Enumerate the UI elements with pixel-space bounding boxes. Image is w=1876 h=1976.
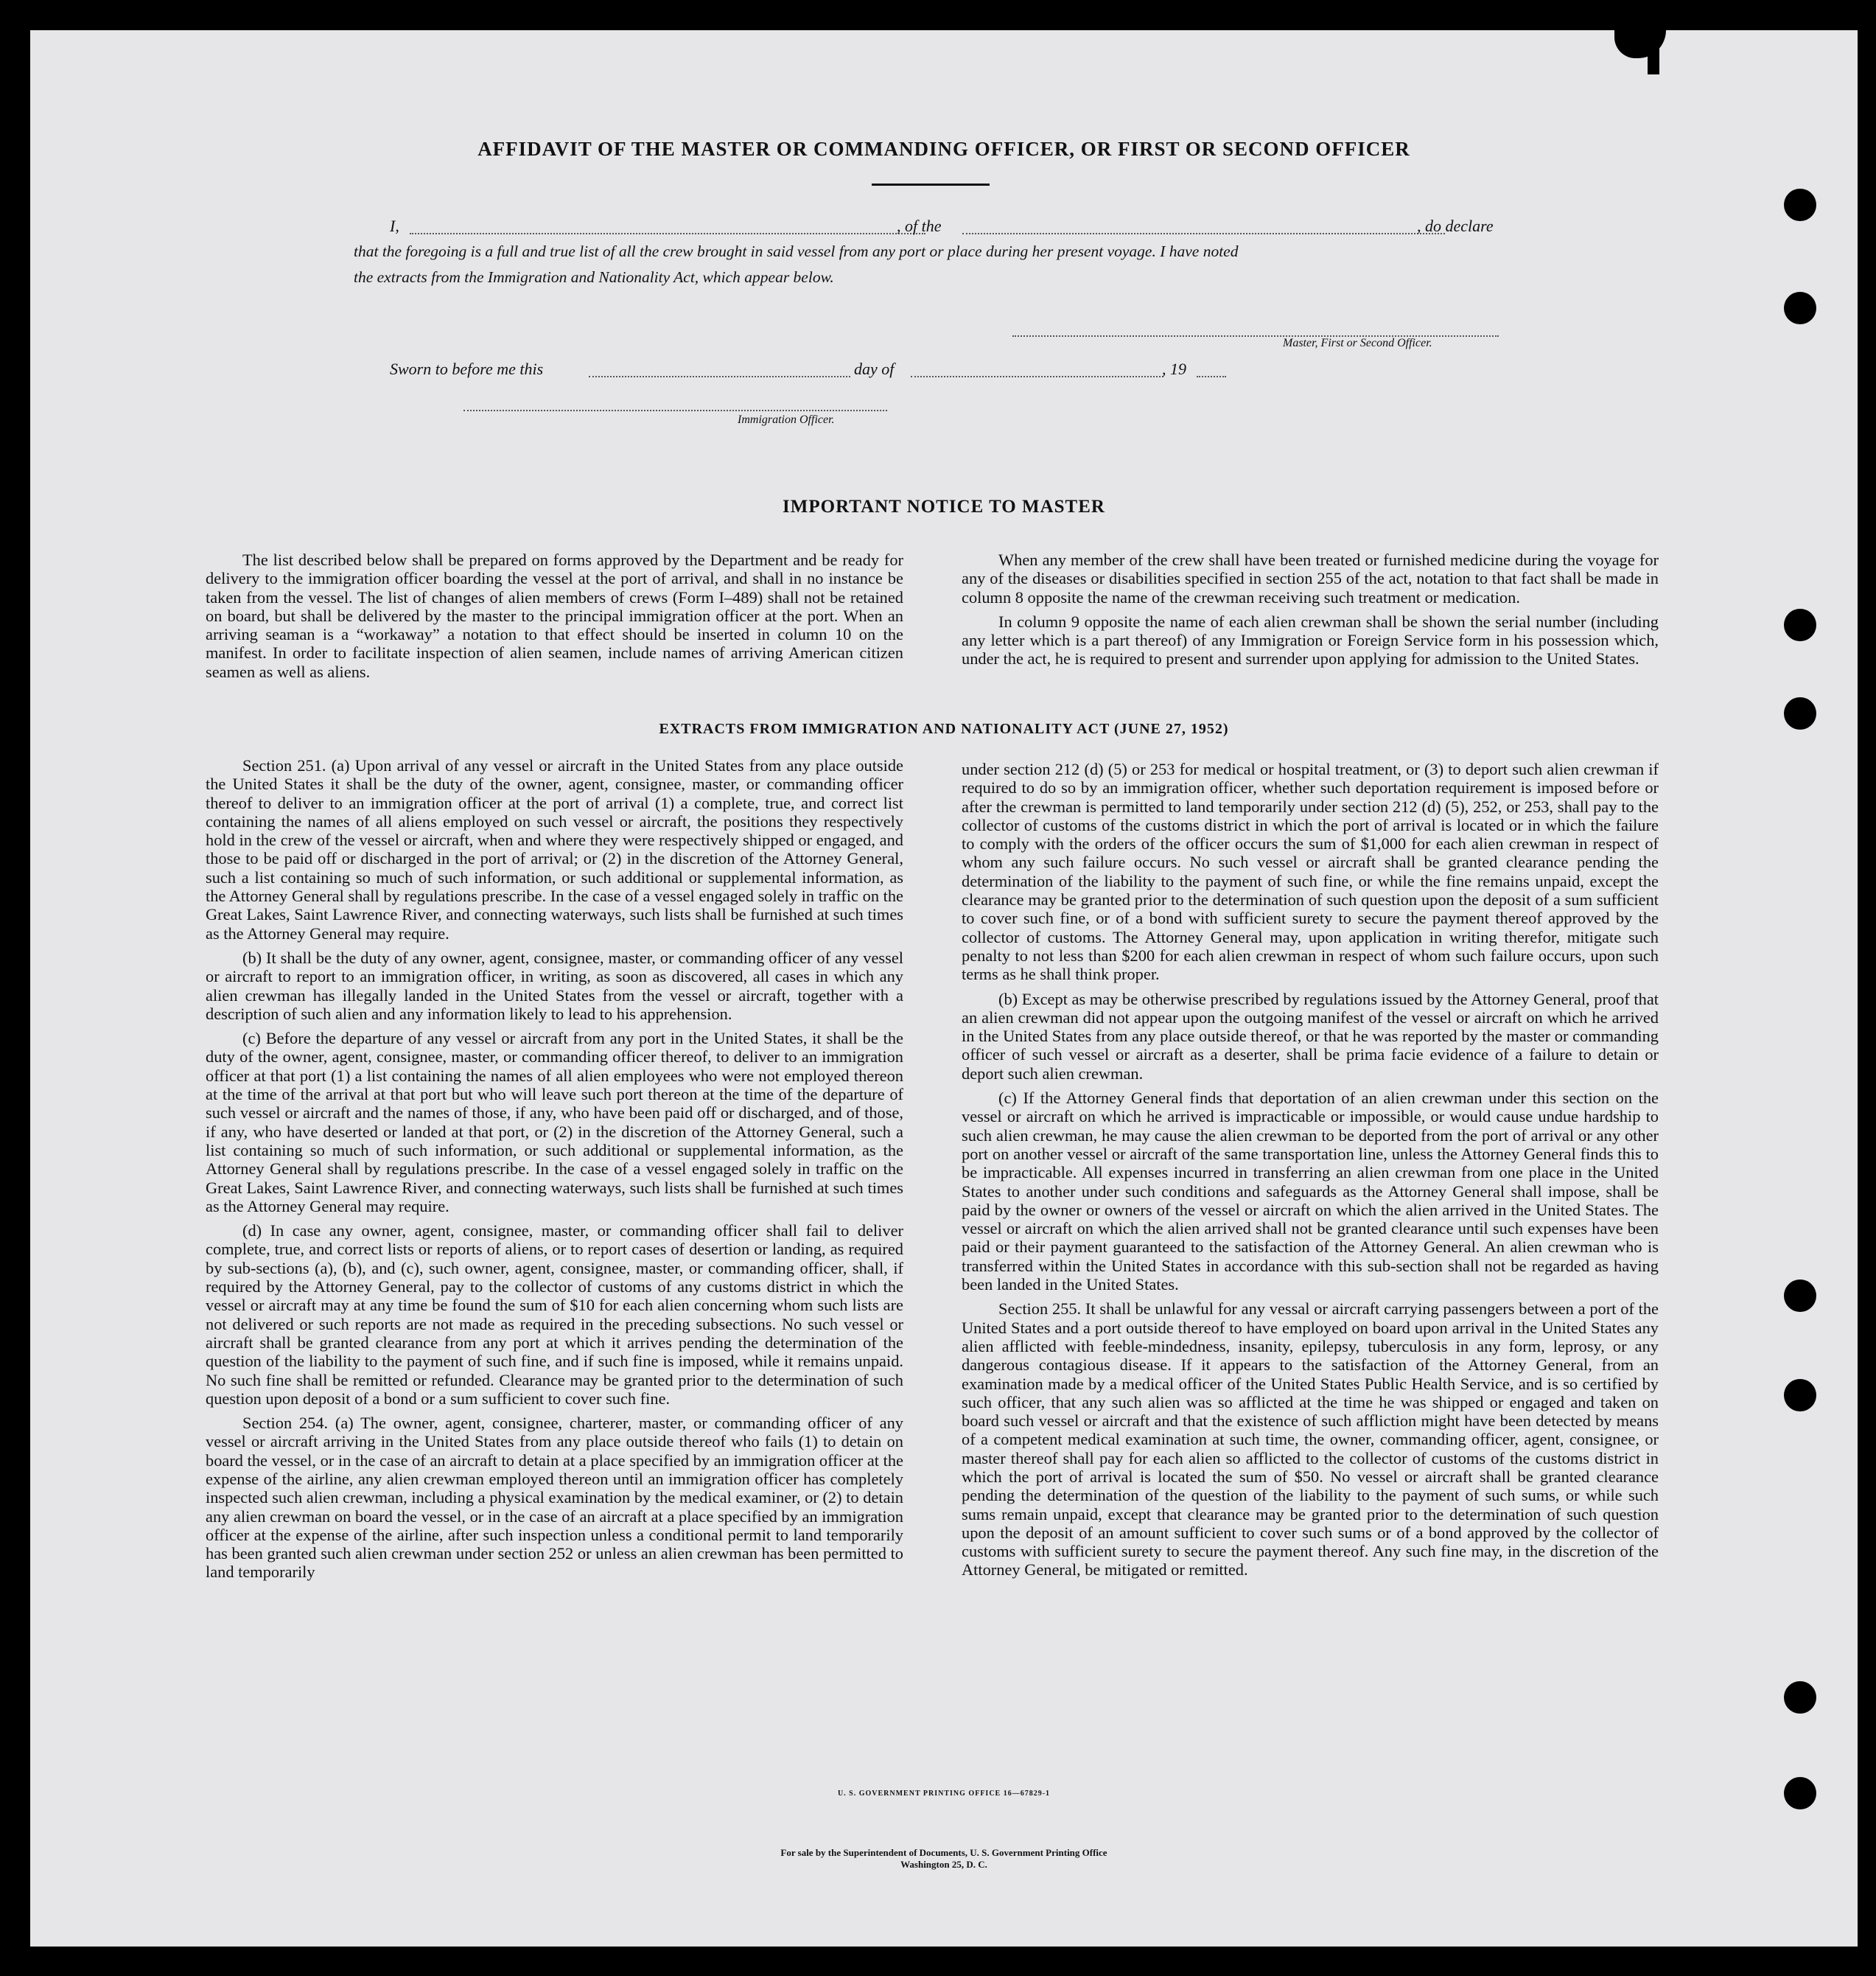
footer-address-line: Washington 25, D. C. <box>900 1859 987 1870</box>
vessel-field[interactable] <box>962 233 1445 234</box>
section-254a: Section 254. (a) The owner, agent, consignee, charterer, master, or commanding officer of any vessel or aircraft arriving in the United States from any place outside thereof who fails (1) to detain on board the vessel, or in the case of an aircraft to detain at a place specified by an immigration officer at the expense of the airline, any alien crewman employed thereon until an immigration officer has completely inspected such alien crewman, including a physical examination by the medical examiner, or (2) to detain any alien crewman on board the vessel, or in the case of an aircraft at a place specified by an immigration officer at the expense of the airline, after such inspection unless a conditional permit to land temporarily has been granted such alien crewman under section 252 or unless an alien crewman has been permitted to land temporarily <box>206 1414 903 1582</box>
affidavit-title: AFFIDAVIT OF THE MASTER OR COMMANDING OFFICER, OR FIRST OR SECOND OFFICER <box>477 138 1410 160</box>
punch-hole <box>1784 292 1816 324</box>
title-rule <box>872 184 990 186</box>
section-254b: (b) Except as may be otherwise prescribed by regulations issued by the Attorney General, proof that an alien crewman did not appear upon the outgoing manifest of the vessel or aircraft on which he arrived in the United States from any place outside thereof, or that he was reported by the master or commanding officer of such vessel or aircraft as a deserter, shall be prima facie evidence of a failure to detain or deport such alien crewman. <box>962 989 1659 1083</box>
sworn-day-field[interactable] <box>589 376 850 377</box>
punch-hole <box>1784 1279 1816 1312</box>
section-255: Section 255. It shall be unlawful for any vessal or aircraft carrying passengers between a port of the United States and a port outside thereof to have employed on board upon arrival in the United States any alien afflicted with feeble-mindedness, insanity, epilepsy, tuberculosis in any form, leprosy, or any dangerous contagious disease. If it appears to the satisfaction of the Attorney General, from an examination made by a medical officer of the United States Public Health Service, and is so certified by such officer, that any such alien was so afflicted at the time he was shipped or engaged and taken on board such vessel or aircraft and that the existence of such affliction might have been detected by means of a competent medical examination at such time, the owner, commanding officer, agent, consignee, or master thereof shall pay for each alien so afflicted to the collector of customs of the customs district in which the port of arrival is located the sum of $50. No vessel or aircraft shall be granted clearance pending the determination of the question of the liability to the payment of such sums, or while such sums remain unpaid, except that clearance may be granted prior to the determination of such question upon the deposit of an amount sufficient to cover such sums or of a bond approved by the collector of customs with sufficient surety to secure the payment thereof. Any such fine may, in the discretion of the Attorney General, be mitigated or remitted. <box>962 1299 1659 1579</box>
of-the-label: , of the <box>897 217 942 235</box>
officer-signature-label: Immigration Officer. <box>738 413 835 426</box>
affidavit-i-label: I, <box>390 217 399 235</box>
notice-left-column <box>206 551 903 687</box>
section-251b: (b) It shall be the duty of any owner, agent, consignee, master, or commanding officer of any vessel or aircraft to report to an immigration officer, in writing, as soon as discovered, all cases in which any alien crewman has illegally landed in the United States from the vessel or aircraft, together with a description of such alien and any information likely to lead to his apprehension. <box>206 948 903 1023</box>
notice-right-column <box>962 551 1659 674</box>
affidavit-body-line3: the extracts from the Immigration and Nationality Act, which appear below. <box>354 268 834 286</box>
notice-left-paragraph: The list described below shall be prepared on forms approved by the Department and be ready for delivery to the immigration officer boarding the vessel at the port of arrival, and shall in no instance be taken from the vessel. The list of changes of alien members of crews (Form I–489) shall not be retained on board, but shall be delivered by the master to the principal immigration officer at the port. When an arriving seaman is a “workaway” a notation to that effect should be inserted in column 10 on the manifest. In order to facilitate inspection of alien seamen, include names of arriving American citizen seamen as well as aliens. <box>206 551 903 681</box>
section-251d: (d) In case any owner, agent, consignee, master, or commanding officer shall fail to deliver complete, true, and correct lists or reports of aliens, or to report cases of desertion or landing, as required by sub-sections (a), (b), and (c), such owner, agent, consignee, master, or commanding officer, shall, if required by the Attorney General, pay to the collector of customs of any customs district in which the vessel or aircraft may at any time be found the sum of $10 for each alien concerning whom such lists are not delivered or such reports are not made as required in the preceding subsections. No such vessel or aircraft shall be granted clearance from any port at which it arrives pending the determination of the question of the liability to the payment of such fine, and if such fine is imposed, while it remains unpaid. No such fine shall be remitted or refunded. Clearance may be granted prior to the determination of such question upon deposit of a bond or a sum sufficient to cover such fine. <box>206 1221 903 1408</box>
punch-hole <box>1784 697 1816 730</box>
sworn-month-field[interactable] <box>911 376 1163 377</box>
declare-label: , do declare <box>1417 217 1494 235</box>
notice-right-paragraph-2: In column 9 opposite the name of each alien crewman shall be shown the serial number (including any letter which is a part thereof) of any Immigration or Foreign Service form in his possession which, under the act, he is required to present and surrender upon applying for admission to the United States. <box>962 612 1659 668</box>
year-label: , 19 <box>1162 360 1186 378</box>
punch-hole <box>1784 609 1816 641</box>
punch-hole <box>1784 1681 1816 1714</box>
punch-hole <box>1784 189 1816 221</box>
document-page <box>30 30 1858 1947</box>
extracts-right-column <box>962 760 1659 1585</box>
punch-hole <box>1784 1379 1816 1411</box>
section-251a: Section 251. (a) Upon arrival of any vessel or aircraft in the United States from any place outside the United States it shall be the duty of the owner, agent, consignee, master, or commanding officer thereof to deliver to an immigration officer at the port of arrival (1) a complete, true, and correct list containing the names of all aliens employed on such vessel or aircraft, the positions they respectively hold in the crew of the vessel or aircraft, when and where they were respectively shipped or engaged, and those to be paid off or discharged in the port of arrival; or (2) in the discretion of the Attorney General, such a list containing so much of such information, or such additional or supplemental information, as the Attorney General shall by regulations prescribe. In the case of a vessel engaged solely in traffic on the Great Lakes, Saint Lawrence River, and connecting waterways, such lists shall be furnished at such times as the Attorney General may require. <box>206 756 903 943</box>
section-254c: (c) If the Attorney General finds that deportation of an alien crewman under this section on the vessel or aircraft on which he arrived is impracticable or impossible, or would cause undue hardship to such alien crewman, he may cause the alien crewman to be deported from the port of arrival or any other port on another vessel or aircraft of the same transportation line, unless the Attorney General finds this to be impracticable. All expenses incurred in transferring an alien crewman from one place in the United States to another under such conditions and safeguards as the Attorney General shall impose, shall be paid by the owner or owners of the vessel or aircraft on which the alien arrived in the United States. The vessel or aircraft on which the alien arrived shall not be granted clearance until such expenses have been paid or their payment guaranteed to the satisfaction of the Attorney General. An alien crewman who is transferred within the United States in accordance with this sub-section shall not be regarded as having been landed in the United States. <box>962 1089 1659 1294</box>
extracts-left-column <box>206 756 903 1588</box>
master-signature-label: Master, First or Second Officer. <box>1283 337 1432 349</box>
torn-edge-mark <box>1648 30 1659 74</box>
year-field[interactable] <box>1197 376 1226 377</box>
section-254a-cont: under section 212 (d) (5) or 253 for medical or hospital treatment, or (3) to deport such alien crewman if required to do so by an immigration officer, whether such deportation requirement is imposed before or after the crewman is permitted to land temporarily under section 212 (d) (5), 252, or 253, shall pay to the collector of customs of the customs district in which the port of arrival is located or in which the failure to comply with the orders of the officer occurs the sum of $1,000 for each alien crewman in respect of whom any such failure occurs. No such vessel or aircraft shall be granted clearance pending the determination of the liability to the payment of such fine, or while the fine remains unpaid, except the clearance may be granted prior to the determination of such question upon the deposit of a sum sufficient to cover such fine, or of a bond with sufficient surety to secure the payment thereof approved by the collector of customs. The Attorney General may, upon application in writing therefor, mitigate such penalty to not less than $200 for each alien crewman in respect of whom such failure occurs, upon such terms as he shall think proper. <box>962 760 1659 984</box>
affidavit-body-line2: that the foregoing is a full and true list of all the crew brought in said vessel from any port or place during her present voyage. I have noted <box>354 242 1239 260</box>
sworn-label: Sworn to before me this <box>390 360 544 378</box>
section-251c: (c) Before the departure of any vessel or aircraft from any port in the United States, it shall be the duty of the owner, agent, consignee, master, or commanding officer thereof, to deliver to an immigration officer at that port (1) a list containing the names of all alien employees who were not employed thereon at the time of the arrival at that port but who will leave such port thereon at the time of the departure of such vessel or aircraft and the names of those, if any, who have been paid off or discharged, and of those, if any, who have deserted or landed at that port, or (2) in the discretion of the Attorney General, such a list containing so much of such information, or such additional or supplemental information, as the Attorney General shall by regulations prescribe. In the case of a vessel engaged solely in traffic on the Great Lakes, Saint Lawrence River, and connecting waterways, such lists shall be furnished at such times as the Attorney General may require. <box>206 1029 903 1215</box>
punch-hole <box>1784 1777 1816 1809</box>
notice-right-paragraph-1: When any member of the crew shall have been treated or furnished medicine during the voyage for any of the diseases or disabilities specified in section 255 of the act, notation to that fact shall be made in column 8 opposite the name of the crewman receiving such treatment or medication. <box>962 551 1659 607</box>
officer-signature-field[interactable] <box>463 410 887 411</box>
name-field[interactable] <box>410 233 925 234</box>
footer-sale-line: For sale by the Superintendent of Documents, U. S. Government Printing Office <box>780 1847 1107 1858</box>
extracts-title: EXTRACTS FROM IMMIGRATION AND NATIONALITY ACT (JUNE 27, 1952) <box>659 721 1229 737</box>
notice-title: IMPORTANT NOTICE TO MASTER <box>783 497 1105 517</box>
printer-imprint: U. S. GOVERNMENT PRINTING OFFICE 16—67829-1 <box>837 1790 1051 1798</box>
day-of-label: day of <box>854 360 895 378</box>
